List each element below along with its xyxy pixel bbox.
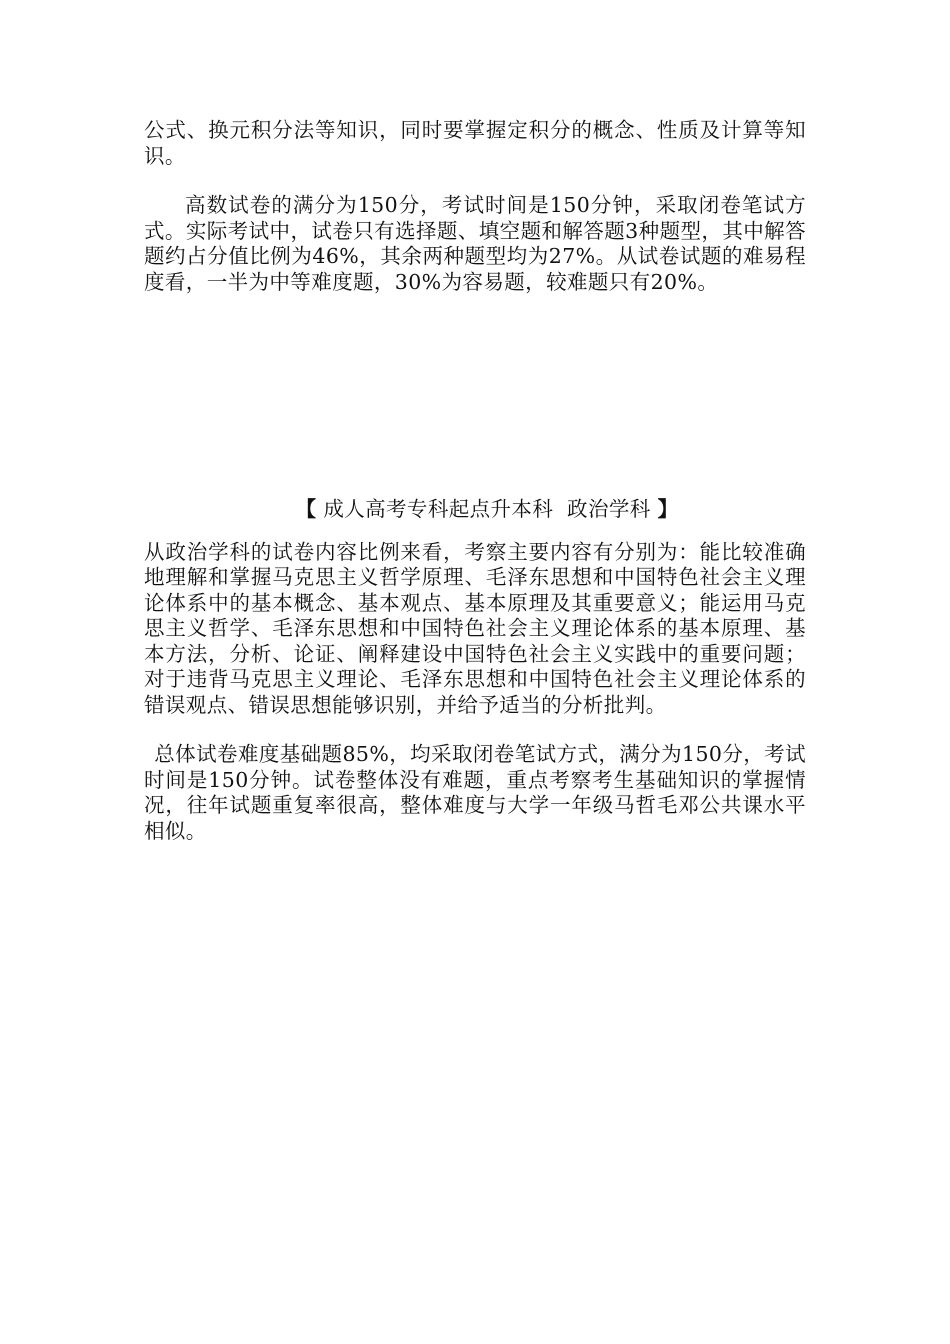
heading-spacer [144, 523, 806, 540]
document-page [144, 118, 806, 844]
heading-close-bracket: 】 [657, 497, 679, 521]
section-spacer [144, 295, 806, 497]
paragraph-math-exam-info: 高数试卷的满分为150分，考试时间是150分钟，采取闭卷笔试方式。实际考试中，试卷只有选择题、填空题和解答题3种题型，其中解答题约占分值比例为46%，其余两种题型均为27%。从试卷试题的难易程度看，一半为中等难度题，30%为容易题，较难题只有20%。 [144, 193, 806, 294]
heading-text: 成人高考专科起点升本科 政治学科 [323, 497, 651, 521]
paragraph-spacer [144, 169, 806, 193]
paragraph-integration-knowledge: 公式、换元积分法等知识，同时要掌握定积分的概念、性质及计算等知识。 [144, 118, 806, 168]
paragraph-spacer [144, 718, 806, 742]
paragraph-politics-difficulty: 总体试卷难度基础题85%，均采取闭卷笔试方式，满分为150分，考试时间是150分钟。试卷整体没有难题，重点考察考生基础知识的掌握情况，往年试题重复率很高，整体难度与大学一年级马哲毛邓公共课水平相似。 [144, 742, 806, 843]
heading-open-bracket: 【 [295, 497, 317, 521]
paragraph-politics-content: 从政治学科的试卷内容比例来看，考察主要内容有分别为：能比较准确地理解和掌握马克思主义哲学原理、毛泽东思想和中国特色社会主义理论体系中的基本概念、基本观点、基本原理及其重要意义；能运用马克思主义哲学、毛泽东思想和中国特色社会主义理论体系的基本原理、基本方法，分析、论证、阐释建设中国特色社会主义实践中的重要问题；对于违背马克思主义理论、毛泽东思想和中国特色社会主义理论体系的错误观点、错误思想能够识别，并给予适当的分析批判。 [144, 539, 806, 717]
section-heading-politics [144, 497, 806, 523]
